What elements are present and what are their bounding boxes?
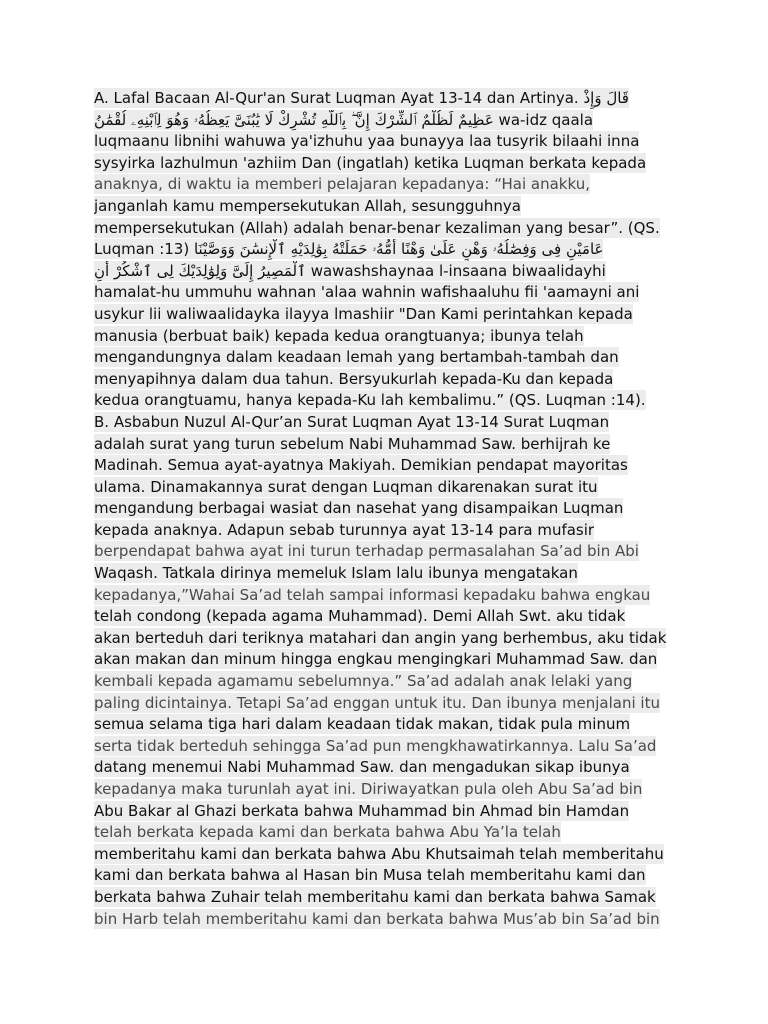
text-line: telah condong (kepada agama Muhammad). Demi Allah Swt. aku tidak	[94, 607, 626, 626]
text-line: عَظِيمٌ لَظُلْمٌ ٱلشِّرْكَ إِنَّ ۖ بِٱللَّهِ تُشْرِكْ لَا يَٰبُنَىَّ يَعِظُهُۥ وَهُوَ لِٱبْنِهِۦ لُقْمَٰنُ wa-idz qaala	[94, 110, 594, 129]
text-line: menyapihnya dalam dua tahun. Bersyukurlah kepada-Ku dan kepada	[94, 369, 614, 388]
text-line: kembali kepada agamamu sebelumnya.” Sa’ad adalah anak lelaki yang	[94, 672, 633, 691]
text-line: hamalat-hu ummuhu wahnan 'alaa wahnin wafishaaluhu fii 'aamayni ani	[94, 283, 640, 302]
text-line: telah berkata kepada kami dan berkata bahwa Abu Ya’la telah	[94, 823, 561, 842]
text-line: Madinah. Semua ayat-ayatnya Makiyah. Demikian pendapat mayoritas	[94, 456, 628, 475]
text-line: memberitahu kami dan berkata bahwa Abu Khutsaimah telah memberitahu	[94, 844, 664, 863]
text-line: anaknya, di waktu ia memberi pelajaran kepadanya: “Hai anakku,	[94, 175, 590, 194]
text-line: sysyirka lazhulmun 'azhiim Dan (ingatlah) ketika Luqman berkata kepada	[94, 153, 647, 172]
text-line: bin Harb telah memberitahu kami dan berkata bahwa Mus’ab bin Sa’ad bin	[94, 909, 660, 928]
text-line: ulama. Dinamakannya surat dengan Luqman dikarenakan surat itu	[94, 477, 598, 496]
text-line: A. Lafal Bacaan Al-Qur'an Surat Luqman Ayat 13-14 dan Artinya. قَالَ وَإِذْ	[94, 89, 629, 107]
text-line: berpendapat bahwa ayat ini turun terhadap permasalahan Sa’ad bin Abi	[94, 542, 639, 561]
text-line: akan berteduh dari teriknya matahari dan angin yang berhembus, aku tidak	[94, 628, 667, 647]
text-line: mempersekutukan (Allah) adalah benar-benar kezaliman yang besar”. (QS.	[94, 218, 660, 237]
text-line: kepadanya,”Wahai Sa’ad telah sampai informasi kepadaku bahwa engkau	[94, 585, 651, 604]
text-line: kami dan berkata bahwa al Hasan bin Musa telah memberitahu kami dan	[94, 866, 646, 885]
text-line: manusia (berbuat baik) kepada kedua orangtuanya; ibunya telah	[94, 326, 584, 345]
text-line: kepada anaknya. Adapun sebab turunnya ayat 13-14 para mufasir	[94, 520, 595, 539]
text-line: usykur lii waliwaalidayka ilayya lmashiir "Dan Kami perintahkan kepada	[94, 304, 633, 323]
text-line: Abu Bakar al Ghazi berkata bahwa Muhammad bin Ahmad bin Hamdan	[94, 801, 630, 820]
text-line: Waqash. Tatkala dirinya memeluk Islam lalu ibunya mengatakan	[94, 564, 578, 583]
text-line: serta tidak berteduh sehingga Sa’ad pun mengkhawatirkannya. Lalu Sa’ad	[94, 736, 657, 755]
text-line: semua selama tiga hari dalam keadaan tidak makan, tidak pula minum	[94, 715, 631, 734]
text-line: ٱلْمَصِيرُ إِلَىَّ وَلِوَٰلِدَيْكَ لِى ٱشْكُرْ أَنِ wawashshaynaa l-insaana biwaalidayhi	[94, 261, 606, 280]
text-line: B. Asbabun Nuzul Al-Qur’an Surat Luqman Ayat 13-14 Surat Luqman	[94, 412, 610, 431]
text-line: datang menemui Nabi Muhammad Saw. dan mengadukan sikap ibunya	[94, 758, 630, 777]
text-line: luqmaanu libnihi wahuwa ya'izhuhu yaa bunayya laa tusyrik bilaahi inna	[94, 132, 640, 151]
document-body	[94, 88, 676, 930]
text-line: adalah surat yang turun sebelum Nabi Muhammad Saw. berhijrah ke	[94, 434, 611, 453]
text-line: janganlah kamu mempersekutukan Allah, sesungguhnya	[94, 196, 521, 215]
text-line: Luqman :13) عَامَيْنِ فِى وَفِصَٰلُهُۥ وَهْنٍ عَلَىٰ وَهْنًا أُمُّهُۥ حَمَلَتْهُ بِوَٰلِدَيْهِ ٱلْإِنسَٰنَ وَوَصَّيْنَا	[94, 240, 604, 259]
text-line: akan makan dan minum hingga engkau mengingkari Muhammad Saw. dan	[94, 650, 658, 669]
text-line: berkata bahwa Zuhair telah memberitahu kami dan berkata bahwa Samak	[94, 887, 656, 906]
text-line: mengandungnya dalam keadaan lemah yang bertambah-tambah dan	[94, 348, 619, 367]
text-line: kedua orangtuamu, hanya kepada-Ku lah kembalimu.” (QS. Luqman :14).	[94, 391, 646, 410]
text-line: kepadanya maka turunlah ayat ini. Diriwayatkan pula oleh Abu Sa’ad bin	[94, 780, 643, 798]
text-line: paling dicintainya. Tetapi Sa’ad enggan untuk itu. Dan ibunya menjalani itu	[94, 693, 660, 712]
text-line: mengandung berbagai wasiat dan nasehat yang disampaikan Luqman	[94, 499, 624, 518]
